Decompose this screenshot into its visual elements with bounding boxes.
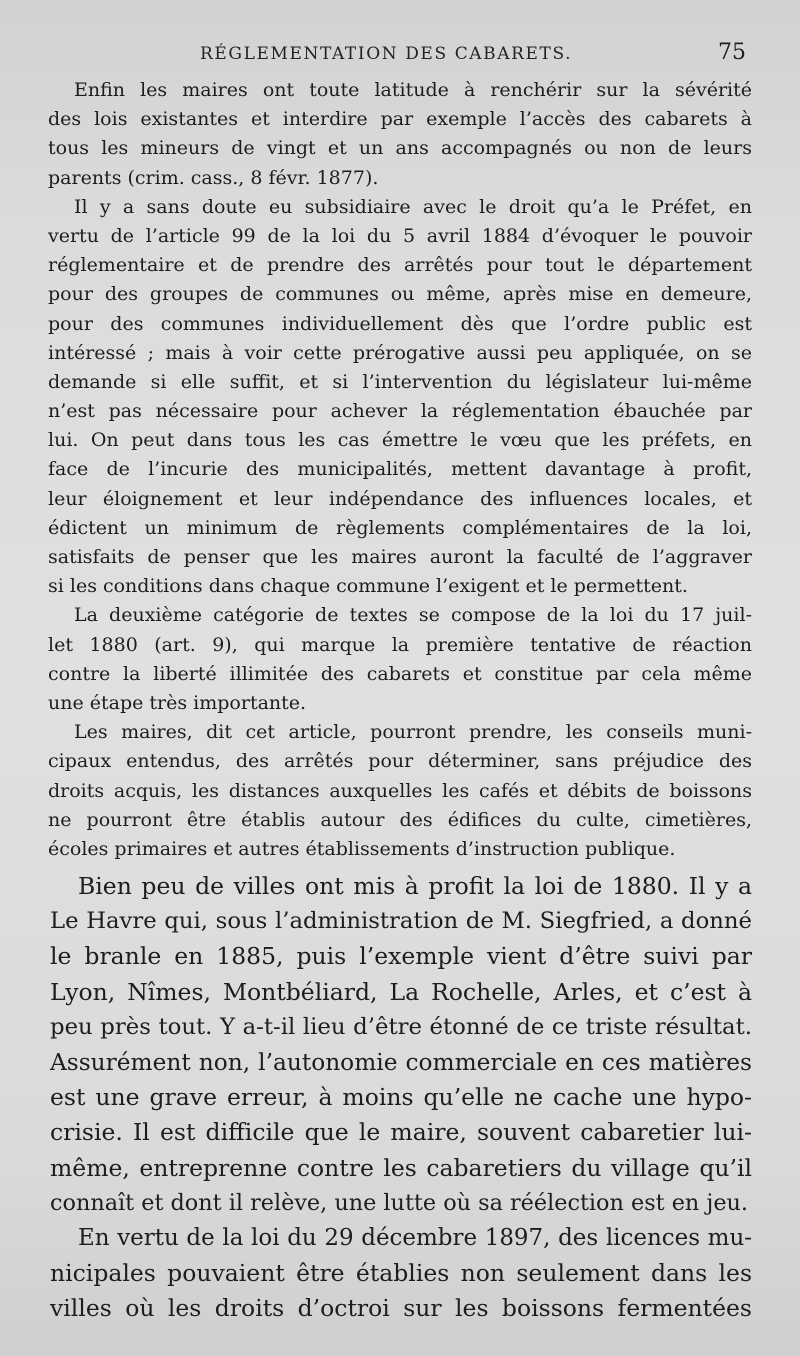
text-line: En vertu de la loi du 29 décembre 1897, des licences mu- [78, 1224, 752, 1251]
text-line: Il y a sans doute eu subsidiaire avec le droit qu’a le Préfet, en [74, 195, 752, 218]
text-line: Assurément non, l’autonomie commerciale en ces matières [50, 1048, 752, 1076]
text-line: cipaux entendus, des arrêtés pour déterminer, sans préjudice des [48, 750, 752, 773]
small-print-section [48, 76, 752, 864]
text-line: lui. On peut dans tous les cas émettre le vœu que les préfets, en [48, 429, 752, 452]
text-line: peu près tout. Y a-t-il lieu d’être étonné de ce triste résultat. [50, 1013, 752, 1040]
text-line: n’est pas nécessaire pour achever la réglementation ébauchée par [48, 400, 752, 423]
page-header [0, 40, 800, 70]
text-line: nicipales pouvaient être établies non seulement dans les [50, 1259, 752, 1288]
text-line: leur éloignement et leur indépendance des influences locales, et [48, 487, 752, 510]
text-line: Le Havre qui, sous l’administration de M. Siegfried, a donné [50, 908, 752, 935]
text-line: pour des groupes de communes ou même, après mise en demeure, [48, 283, 752, 306]
text-line: face de l’incurie des municipalités, mettent davantage à profit, [48, 458, 752, 481]
text-line: le branle en 1885, puis l’exemple vient d’être suivi par [50, 942, 752, 971]
text-line: ne pourront être établis autour des édifices du culte, cimetières, [48, 808, 752, 831]
text-line: satisfaits de penser que les maires auront la faculté de l’aggraver [48, 546, 752, 568]
text-line: crisie. Il est difficile que le maire, souvent cabaretier lui- [50, 1118, 752, 1147]
text-line: édictent un minimum de règlements complémentaires de la loi, [48, 516, 752, 539]
page-number: 75 [718, 40, 746, 65]
text-line: une étape très importante. [48, 691, 307, 714]
text-line: demande si elle suffit, et si l’intervention du législateur lui-même [48, 370, 752, 393]
large-print-section [50, 869, 752, 1326]
text-line: villes où les droits d’octroi sur les boissons fermentées [50, 1294, 752, 1323]
text-line: contre la liberté illimitée des cabarets et constitue par cela même [48, 662, 752, 685]
text-line: tous les mineurs de vingt et un ans accompagnés ou non de leurs [48, 137, 752, 160]
text-line: écoles primaires et autres établissements d’instruction publique. [48, 837, 676, 860]
text-line: let 1880 (art. 9), qui marque la première tentative de réaction [48, 633, 752, 656]
text-line: réglementaire et de prendre des arrêtés pour tout le département [48, 254, 752, 277]
text-line: est une grave erreur, à moins qu’elle ne cache une hypo- [50, 1083, 752, 1112]
text-line: Les maires, dit cet article, pourront prendre, les conseils muni- [74, 721, 752, 744]
text-line: vertu de l’article 99 de la loi du 5 avril 1884 d’évoquer le pouvoir [48, 224, 752, 247]
running-title: RÉGLEMENTATION DES CABARETS. [200, 44, 573, 64]
text-line: pour des communes individuellement dès que l’ordre public est [48, 312, 752, 335]
text-line: intéressé ; mais à voir cette prérogative aussi peu appliquée, on se [48, 341, 752, 364]
text-line: même, entreprenne contre les cabaretiers du village qu’il [50, 1153, 752, 1182]
text-line: Enfin les maires ont toute latitude à renchérir sur la sévérité [74, 79, 752, 101]
text-line: parents (crim. cass., 8 févr. 1877). [48, 166, 379, 189]
text-line: Lyon, Nîmes, Montbéliard, La Rochelle, Arles, et c’est à [50, 977, 752, 1006]
text-line: des lois existantes et interdire par exemple l’accès des cabarets à [48, 108, 752, 131]
text-line: droits acquis, les distances auxquelles les cafés et débits de boissons [48, 779, 752, 802]
text-line: La deuxième catégorie de textes se compose de la loi du 17 juil- [74, 604, 752, 627]
text-line: si les conditions dans chaque commune l’exigent et le permettent. [48, 575, 688, 598]
text-line: Bien peu de villes ont mis à profit la loi de 1880. Il y a [78, 872, 752, 900]
text-line: connaît et dont il relève, une lutte où sa réélection est en jeu. [50, 1189, 749, 1216]
